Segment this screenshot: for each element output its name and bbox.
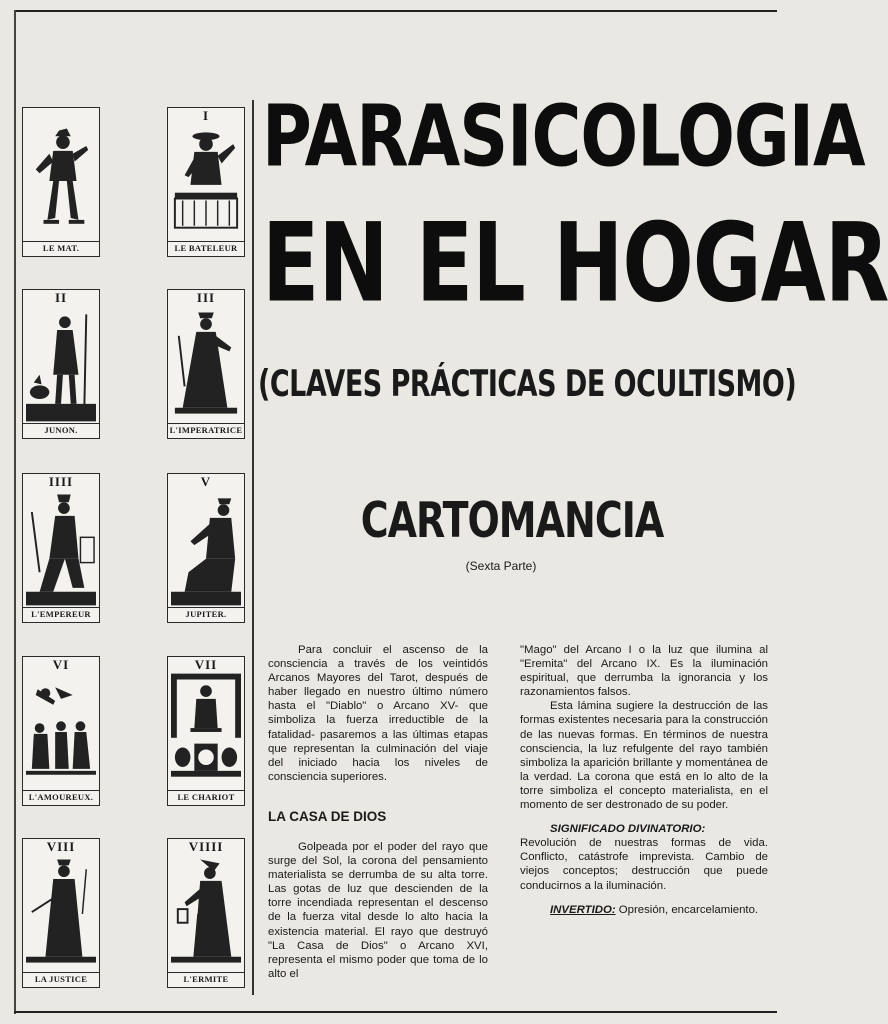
tarot-card-jupiter: [167, 473, 245, 623]
card-numeral: IIII: [48, 474, 74, 489]
tarot-card-la-justice: [22, 838, 100, 988]
section-title: CARTOMANCIA: [360, 491, 664, 549]
tarot-card-l-amoureux: [22, 656, 100, 806]
card-name: LE CHARIOT: [168, 790, 244, 804]
body-paragraph-1: Golpeada por el poder del rayo que surge del Sol, la corona del pensamiento materialista se derrumba de su alta torre. Las gotas de luz que descienden de la torre incendiada representan el descenso de la fuerza vital desde lo alto hacia la existencia material. El rayo que destruyó "La Casa de Dios" o Arcano XVI, representa el mismo poder que toma de lo alto el: [268, 840, 488, 980]
card-numeral: [23, 109, 99, 123]
column-divider: [252, 100, 254, 995]
headline-line-2: EN EL HOGAR: [262, 199, 888, 327]
justice-figure-icon: [26, 855, 96, 971]
article-column-1: [268, 643, 488, 981]
card-name: L'AMOUREUX.: [23, 790, 99, 804]
jupiter-figure-icon: [171, 490, 241, 606]
card-name: LE MAT.: [23, 241, 99, 255]
tarot-card-l-imperatrice: [167, 289, 245, 439]
intro-paragraph: Para concluir el ascenso de la consciencia a través de los veintidós Arcanos Mayores del Tarot, después de haber llegado en nuestro último número hasta el "Diablo" o Arcano XV- que simboliza la fuerza irreductible de la fatalidad- pasaremos a las últimas etapas que representan la culminación del viaje del iniciado hacia los niveles de consciencia superiores.: [268, 644, 488, 783]
card-numeral: VIIII: [188, 839, 224, 854]
card-numeral: VII: [194, 657, 218, 672]
page-border-left: [14, 10, 16, 1014]
card-numeral: I: [202, 108, 210, 123]
divinatory-meaning-paragraph: [520, 822, 768, 892]
tarot-card-le-mat: [22, 107, 100, 257]
junon-figure-icon: [26, 306, 96, 422]
hermit-figure-icon: [171, 855, 241, 971]
divinatory-meaning-text: Revolución de nuestras formas de vida. Conflicto, catástrofe imprevista. Cambio de viejos conceptos; destrucción que puede conducirnos a la iluminación.: [520, 837, 768, 892]
card-name: L'ERMITE: [168, 972, 244, 986]
tarot-card-le-bateleur: [167, 107, 245, 257]
inverted-meaning-paragraph: [520, 903, 768, 917]
card-name: JUNON.: [23, 423, 99, 437]
page-border-bottom: [14, 1011, 777, 1013]
divinatory-meaning-label: SIGNIFICADO DIVINATORIO:: [550, 823, 706, 836]
empress-figure-icon: [171, 306, 241, 422]
article-column-2: [520, 643, 768, 917]
card-name: JUPITER.: [168, 607, 244, 621]
article-heading: LA CASA DE DIOS: [268, 808, 387, 824]
card-numeral: II: [54, 290, 68, 305]
card-name: LA JUSTICE: [23, 972, 99, 986]
card-name: L'EMPEREUR: [23, 607, 99, 621]
part-label: (Sexta Parte): [465, 559, 537, 573]
page-border-top: [14, 10, 777, 12]
headline-subtitle: (CLAVES PRÁCTICAS DE OCULTISMO): [258, 363, 797, 406]
inverted-text: Opresión, encarcelamiento.: [615, 903, 759, 916]
inverted-label: INVERTIDO:: [550, 903, 616, 916]
card-name: LE BATELEUR: [168, 241, 244, 255]
body-paragraph-1-continued: "Mago" del Arcano I o la luz que ilumina al "Eremita" del Arcano IX. Es la iluminación espiritual, que derrumba la ignorancia y los razonamientos falsos.: [520, 644, 768, 699]
card-numeral: VIII: [46, 839, 76, 854]
fool-figure-icon: [26, 124, 96, 240]
body-paragraph-2: Esta lámina sugiere la destrucción de las formas existentes necesaria para la construcción de las nuevas formas. En términos de nuestra consciencia, la luz refulgente del rayo también simboliza la aparición brillante y momentánea de la verdad. La corona que está en lo alto de la torre simboliza el concepto materialista, en el momento de ser destronado de su poder.: [520, 700, 768, 812]
tarot-card-l-empereur: [22, 473, 100, 623]
headline-line-1: PARASICOLOGIA: [262, 88, 865, 187]
tarot-card-l-ermite: [167, 838, 245, 988]
emperor-figure-icon: [26, 490, 96, 606]
card-numeral: V: [200, 474, 212, 489]
magician-figure-icon: [171, 124, 241, 240]
card-numeral: VI: [52, 657, 70, 672]
tarot-card-junon: [22, 289, 100, 439]
lovers-figure-icon: [26, 673, 96, 789]
card-name: L'IMPERATRICE: [169, 425, 243, 435]
card-numeral: III: [196, 290, 216, 305]
tarot-card-le-chariot: [167, 656, 245, 806]
chariot-figure-icon: [171, 673, 241, 789]
